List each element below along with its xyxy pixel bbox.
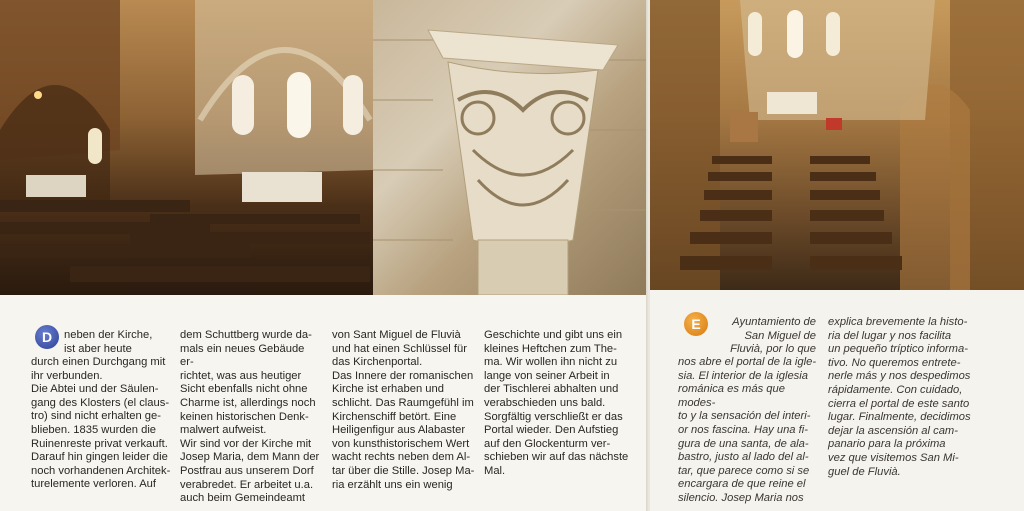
spanish-col2: [828, 316, 978, 479]
german-col1-first-text: neben der Kirche, ist aber heute: [64, 329, 153, 355]
spanish-col1: [678, 356, 823, 506]
german-col4-text: Geschichte und gibt uns ein kleines Heftchen zum The- ma. Wir wollen ihn nicht zu lange von seiner Arbeit in der Tischlerei abhalten und verabschieden uns bald. Sorgfältig verschließt er das Portal wieder. Den Aufstieg auf den Glockenturm ver- schieben wir auf das nächste Mal.: [484, 329, 629, 477]
german-col1-text: durch einen Durchgang mit ihr verbunden. Die Abtei und der Säulen- gang des Klosters (el claus- tro) sind nicht erhalten ge- blieben. 1835 wurden die Ruinenreste privat verkauft. Darauf hin gingen leider die noch vorhandenen Architek- turelemente verloren. Auf: [31, 356, 171, 491]
german-dropcap: D: [35, 325, 59, 349]
spanish-dropcap: E: [684, 312, 708, 336]
german-col3: [332, 329, 477, 492]
church-interior-illustration: [0, 0, 373, 295]
capital-column-illustration: [373, 0, 646, 295]
church-nave-photo: [650, 0, 1024, 290]
spanish-col1-first-lines: [716, 316, 816, 357]
church-nave-illustration: [650, 0, 1024, 290]
german-col2-text: dem Schuttberg wurde da- mals ein neues Gebäude er- richtet, was aus heutiger Sicht ebenfalls nicht ohne Charme ist, allerdings noch keinen historischen Denk- malwert aufweist. Wir sind vor der Kirche mit Josep Maria, dem Mann der Postfrau aus unserem Dorf verabredet. Er arbeitet u.a. auch beim Gemeindeamt: [180, 329, 320, 505]
german-col3-text: von Sant Miguel de Fluvià und hat einen Schlüssel für das Kirchenportal. Das Innere der romanischen Kirche ist erhaben und schlicht. Das Raumgefühl im Kirchenschiff betört. Eine Heiligenfigur aus Alabaster von kunsthistorischem Wert wacht rechts neben dem Al- tar über die Stille. Josep Ma- ria erzählt uns ein wenig: [332, 329, 475, 491]
spanish-col2-text: explica brevemente la histo- ria del lugar y nos facilita un pequeño tríptico informa- tivo. No queremos entrete- nerle más y nos despedimos rápidamente. Con cuidado, cierra el portal de este santo lugar. Finalmente, decidimos dejar la ascensión al cam- panario para la próxima vez que visitemos San Mi- guel de Fluvià.: [828, 316, 971, 478]
german-col2: [180, 329, 320, 506]
german-col1-first-lines: [64, 329, 184, 356]
capital-column-photo: [373, 0, 646, 295]
spanish-col1-text: nos abre el portal de la igle- sia. El interior de la iglesia románica es más que modes- to y la sensación del interi- or nos fascina. Hay una fi- gura de una santa, de ala- bastro, justo al lado del al- tar, que parece como si se encargara de que reine el silencio. Josep Maria nos: [678, 356, 817, 504]
spanish-col1-first-text: Ayuntamiento de San Miguel de Fluvià, por lo que: [730, 316, 816, 356]
church-interior-photo: [0, 0, 373, 295]
german-col4: [484, 329, 634, 479]
german-col1: [31, 356, 171, 492]
